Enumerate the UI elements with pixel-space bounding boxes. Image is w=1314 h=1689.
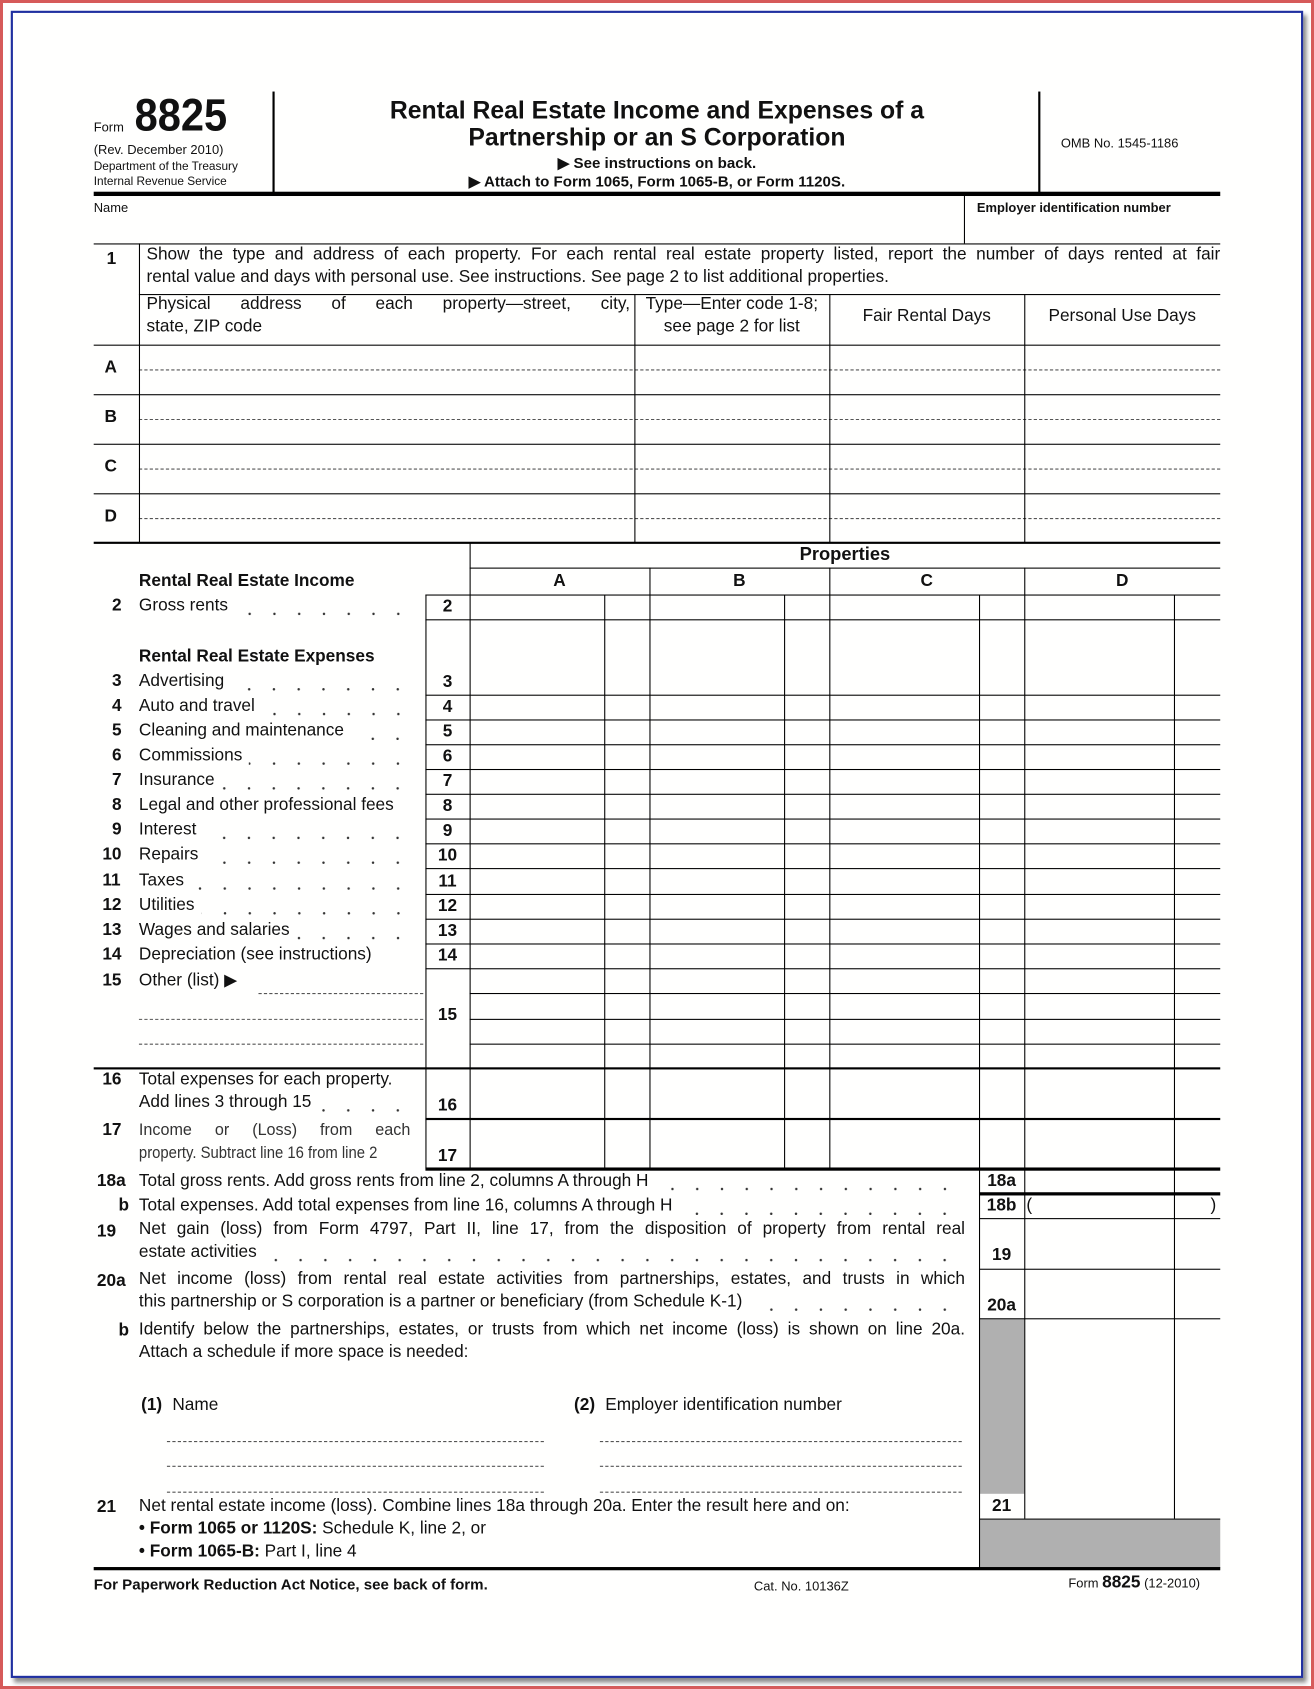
line-box-number: 19 bbox=[992, 1246, 1012, 1265]
line-6-property-d-amount[interactable] bbox=[1026, 746, 1171, 766]
bullet2-bold: • Form 1065-B: bbox=[138, 1542, 260, 1561]
line-label-row bbox=[139, 596, 410, 618]
line-13-property-a-amount[interactable] bbox=[472, 921, 602, 941]
rule-line bbox=[425, 719, 1220, 720]
see-instructions: ▶ See instructions on back. bbox=[557, 154, 757, 172]
line-number: 21 bbox=[96, 1498, 117, 1517]
rule-line bbox=[425, 919, 1220, 920]
entry-dashed-line[interactable] bbox=[139, 468, 1220, 469]
line-14-property-a-amount[interactable] bbox=[472, 946, 602, 966]
rule-line bbox=[470, 1044, 1221, 1045]
leader-dots bbox=[655, 1171, 958, 1193]
line-number: b bbox=[118, 1321, 130, 1340]
rule-line bbox=[425, 894, 1220, 895]
line-label: Utilities bbox=[138, 896, 195, 915]
rule-line bbox=[604, 595, 605, 1169]
line-8-property-c-amount[interactable] bbox=[831, 796, 976, 816]
line-label: Interest bbox=[138, 820, 197, 839]
line20a-amount[interactable] bbox=[1026, 1271, 1218, 1317]
leader-dots bbox=[203, 820, 410, 842]
leader-dots bbox=[205, 844, 411, 866]
line18b-row bbox=[139, 1195, 958, 1217]
property-row-letter: B bbox=[104, 408, 117, 427]
line-box-number: 11 bbox=[438, 872, 457, 891]
entry-dashed-line[interactable] bbox=[600, 1466, 962, 1467]
form-number: 8825 bbox=[134, 89, 228, 141]
line-number: 7 bbox=[112, 771, 122, 790]
line-9-property-c-amount[interactable] bbox=[831, 821, 976, 841]
line-3-property-c-amount[interactable] bbox=[831, 672, 976, 692]
line-number: 2 bbox=[112, 596, 122, 615]
rule-line bbox=[470, 993, 1221, 994]
line18b-amount[interactable] bbox=[1034, 1195, 1206, 1217]
rule-line bbox=[272, 92, 274, 194]
line-box-number: 17 bbox=[437, 1147, 458, 1166]
rule-line bbox=[425, 595, 1220, 596]
rule-line bbox=[1024, 1169, 1025, 1519]
line18b-text: Total expenses. Add total expenses from line 16, columns A through H bbox=[138, 1196, 673, 1215]
bullet2-rest: Part I, line 4 bbox=[259, 1542, 357, 1561]
line-number: b bbox=[118, 1196, 130, 1215]
rule-line bbox=[425, 695, 1220, 696]
line16-text: Add lines 3 through 15 bbox=[138, 1093, 312, 1112]
property-column-c: C bbox=[920, 571, 933, 591]
line-number: 10 bbox=[102, 845, 122, 864]
income-heading: Rental Real Estate Income bbox=[138, 571, 355, 591]
close-paren: ) bbox=[1210, 1196, 1217, 1215]
line-number: 17 bbox=[102, 1121, 122, 1140]
line21-amount[interactable] bbox=[1026, 1496, 1218, 1518]
line-9-property-d-amount[interactable] bbox=[1026, 821, 1171, 841]
leader-dots bbox=[221, 770, 410, 792]
line-box-number: 6 bbox=[442, 747, 453, 766]
leader-dots bbox=[350, 721, 410, 743]
entry-dashed-line[interactable] bbox=[139, 1019, 423, 1020]
rule-line bbox=[784, 595, 785, 1169]
ein-label: Employer identification number bbox=[976, 200, 1171, 216]
line21-text: Net rental estate income (loss). Combine lines 18a through 20a. Enter the result here and on: bbox=[138, 1497, 850, 1516]
line-11-property-c-amount[interactable] bbox=[831, 871, 976, 891]
col1-label: Name bbox=[172, 1395, 219, 1415]
line-number: 19 bbox=[96, 1222, 117, 1241]
rule-line bbox=[979, 1192, 1220, 1195]
rule-line bbox=[425, 794, 1220, 795]
line-13-property-d-amount[interactable] bbox=[1026, 921, 1171, 941]
line-13-property-b-amount[interactable] bbox=[652, 921, 782, 941]
line21-bullet1 bbox=[139, 1519, 486, 1541]
line-label: Insurance bbox=[138, 771, 215, 790]
bullet1-bold: • Form 1065 or 1120S: bbox=[138, 1519, 318, 1538]
entry-dashed-line[interactable] bbox=[139, 1044, 423, 1045]
line18a-text: Total gross rents. Add gross rents from line 2, columns A through H bbox=[138, 1171, 649, 1191]
entry-dashed-line[interactable] bbox=[167, 1492, 544, 1493]
rule-line bbox=[979, 1318, 1220, 1319]
line-label: Taxes bbox=[138, 871, 184, 890]
line-label-row bbox=[139, 844, 410, 866]
line15-label: Other (list) ▶ bbox=[138, 971, 238, 990]
line-9-property-b-amount[interactable] bbox=[652, 821, 782, 841]
line-label-row bbox=[139, 870, 410, 892]
line-14-property-b-amount[interactable] bbox=[652, 946, 782, 966]
line-11-property-a-amount[interactable] bbox=[472, 871, 602, 891]
line-number: 3 bbox=[112, 672, 122, 691]
line-5-property-b-amount[interactable] bbox=[652, 722, 782, 742]
line-7-property-b-amount[interactable] bbox=[652, 771, 782, 791]
line-label: Advertising bbox=[138, 672, 225, 691]
property-row-letter: D bbox=[104, 507, 117, 526]
rule-line bbox=[1174, 595, 1175, 1169]
line-number: 20a bbox=[96, 1271, 126, 1291]
expenses-heading: Rental Real Estate Expenses bbox=[138, 647, 375, 666]
shaded-area bbox=[979, 1520, 1220, 1568]
line-box-number: 16 bbox=[437, 1096, 458, 1115]
rule-line bbox=[425, 619, 1220, 620]
line20b-text: Attach a schedule if more space is needed: bbox=[138, 1343, 469, 1362]
line-2-property-d-amount[interactable] bbox=[1026, 597, 1171, 617]
line-4-property-c-amount[interactable] bbox=[831, 697, 976, 717]
line-label: Depreciation (see instructions) bbox=[138, 945, 372, 964]
line-4-property-d-amount[interactable] bbox=[1026, 697, 1171, 717]
rule-line bbox=[94, 1067, 1221, 1069]
col-address-header: state, ZIP code bbox=[146, 317, 263, 337]
col2-label: Employer identification number bbox=[605, 1395, 842, 1415]
line-number: 11 bbox=[102, 871, 121, 890]
line18a-amount[interactable] bbox=[1026, 1171, 1218, 1193]
bullet1-rest: Schedule K, line 2, or bbox=[317, 1519, 486, 1538]
footer-form-date: (12-2010) bbox=[1144, 1575, 1201, 1591]
line16-text: Total expenses for each property. bbox=[138, 1070, 393, 1089]
line-7-property-d-amount[interactable] bbox=[1026, 771, 1171, 791]
line-3-property-d-amount[interactable] bbox=[1026, 672, 1171, 692]
catalog-number: Cat. No. 10136Z bbox=[753, 1578, 849, 1594]
col-address-header: Physical address of each property—street, city, bbox=[146, 295, 631, 314]
line-10-property-b-amount[interactable] bbox=[652, 845, 782, 865]
footer-form-word: Form bbox=[1068, 1575, 1099, 1591]
line-label-row bbox=[139, 745, 410, 767]
line-label: Legal and other professional fees bbox=[138, 795, 394, 815]
line-13-property-c-amount[interactable] bbox=[831, 921, 976, 941]
rule-line bbox=[829, 294, 830, 543]
entry-dashed-line[interactable] bbox=[139, 369, 1220, 370]
line-2-property-b-amount[interactable] bbox=[652, 597, 782, 617]
property-row-letter: C bbox=[104, 457, 117, 477]
rule-line bbox=[964, 196, 965, 243]
rule-line bbox=[470, 1019, 1221, 1020]
line-box-number: 4 bbox=[442, 697, 453, 717]
rule-line bbox=[94, 243, 1221, 244]
line-12-property-c-amount[interactable] bbox=[831, 896, 976, 916]
entry-dashed-line[interactable] bbox=[139, 419, 1220, 420]
rule-line bbox=[425, 1118, 1220, 1120]
line-box-number: 18a bbox=[987, 1171, 1016, 1191]
line-label: Gross rents bbox=[138, 596, 228, 615]
line-14-property-c-amount[interactable] bbox=[831, 946, 976, 966]
line-6-property-b-amount[interactable] bbox=[652, 746, 782, 766]
col2-number: (2) bbox=[574, 1395, 596, 1415]
line-box-number: 7 bbox=[442, 772, 453, 791]
line-number: 5 bbox=[112, 721, 122, 740]
line-label: Wages and salaries bbox=[138, 920, 290, 940]
properties-title: Properties bbox=[799, 543, 891, 565]
name-label: Name bbox=[93, 200, 129, 216]
line-5-property-d-amount[interactable] bbox=[1026, 722, 1171, 742]
footer-form-id bbox=[1068, 1572, 1200, 1594]
property-column-d: D bbox=[1116, 571, 1129, 591]
col-personal-use-days: Personal Use Days bbox=[1048, 306, 1196, 326]
line-number: 18a bbox=[96, 1171, 126, 1191]
line-12-property-d-amount[interactable] bbox=[1026, 896, 1171, 916]
rule-line bbox=[425, 819, 1220, 820]
ein-field[interactable] bbox=[966, 215, 1220, 241]
entry-dashed-line[interactable] bbox=[167, 1466, 544, 1467]
paperwork-notice: For Paperwork Reduction Act Notice, see back of form. bbox=[93, 1575, 488, 1593]
line-box-number: 13 bbox=[437, 921, 458, 941]
rule-line bbox=[94, 542, 1221, 544]
line-10-property-a-amount[interactable] bbox=[472, 845, 602, 865]
leader-dots bbox=[261, 696, 410, 718]
line17-text: Income or (Loss) from each bbox=[138, 1121, 411, 1140]
line-label-row bbox=[139, 945, 410, 967]
rule-line bbox=[94, 444, 1221, 445]
line20a-text: Net income (loss) from rental real estate activities from partnerships, estates, and trusts in which bbox=[138, 1269, 965, 1289]
property-column-b: B bbox=[733, 571, 746, 591]
line-4-property-a-amount[interactable] bbox=[472, 697, 602, 717]
rule-line bbox=[1024, 294, 1025, 543]
line-7-property-a-amount[interactable] bbox=[472, 771, 602, 791]
rule-line bbox=[425, 843, 1220, 844]
rule-line bbox=[94, 493, 1221, 494]
leader-dots bbox=[318, 1092, 410, 1114]
line19-text: Net gain (loss) from Form 4797, Part II, line 17, from the disposition of property from rental real bbox=[138, 1220, 965, 1239]
leader-dots bbox=[231, 671, 411, 693]
line20a-text: this partnership or S corporation is a partner or beneficiary (from Schedule K-1) bbox=[138, 1292, 743, 1311]
col-fair-rental-days: Fair Rental Days bbox=[862, 306, 991, 326]
rule-line bbox=[979, 1169, 980, 1569]
property-column-a: A bbox=[553, 571, 566, 591]
line18a-row bbox=[139, 1171, 958, 1193]
rule-line bbox=[94, 192, 1221, 196]
rule-line bbox=[1038, 92, 1040, 194]
omb-number: OMB No. 1545-1186 bbox=[1060, 135, 1179, 151]
rule-line bbox=[94, 394, 1221, 395]
line20b-text: Identify below the partnerships, estates, or trusts from which net income (loss) is shown on line 20a. bbox=[138, 1320, 965, 1339]
line-box-number: 21 bbox=[992, 1497, 1012, 1516]
rule-line bbox=[634, 294, 635, 543]
line-3-property-b-amount[interactable] bbox=[652, 672, 782, 692]
line-7-property-c-amount[interactable] bbox=[831, 771, 976, 791]
line-label-row bbox=[139, 671, 410, 693]
leader-dots bbox=[190, 870, 410, 892]
leader-dots bbox=[749, 1291, 958, 1313]
line-6-property-c-amount[interactable] bbox=[831, 746, 976, 766]
rule-line bbox=[94, 345, 1221, 346]
rule-line bbox=[1174, 1169, 1175, 1519]
footer-form-number: 8825 bbox=[1102, 1573, 1141, 1592]
line-box-number: 8 bbox=[442, 796, 453, 816]
col1-number: (1) bbox=[141, 1395, 163, 1415]
leader-dots bbox=[679, 1195, 958, 1217]
col-type-header: see page 2 for list bbox=[663, 317, 800, 337]
agency: Internal Revenue Service bbox=[93, 175, 227, 189]
shaded-area bbox=[979, 1319, 1024, 1493]
property-row-letter: A bbox=[104, 358, 117, 377]
line-6-property-a-amount[interactable] bbox=[472, 746, 602, 766]
line-10-property-c-amount[interactable] bbox=[831, 845, 976, 865]
rule-line bbox=[470, 568, 1221, 569]
rule-line bbox=[139, 243, 140, 542]
name-field[interactable] bbox=[94, 211, 962, 241]
line19-amount[interactable] bbox=[1026, 1220, 1218, 1267]
line-number: 8 bbox=[112, 795, 122, 815]
rule-line bbox=[979, 1218, 1220, 1219]
line-box-number: 5 bbox=[442, 722, 453, 741]
line-number: 4 bbox=[112, 696, 122, 716]
form-title-line2: Partnership or an S Corporation bbox=[468, 122, 846, 151]
line19-text: estate activities bbox=[138, 1242, 257, 1262]
line-number: 15 bbox=[102, 971, 122, 990]
line-box-number: 12 bbox=[437, 897, 458, 916]
line-5-property-c-amount[interactable] bbox=[831, 722, 976, 742]
line1-text: rental value and days with personal use. See instructions. See page 2 to list additional properties. bbox=[146, 268, 889, 287]
line17-text: property. Subtract line 16 from line 2 bbox=[138, 1143, 378, 1163]
rule-line bbox=[979, 1519, 1220, 1520]
line-10-property-d-amount[interactable] bbox=[1026, 845, 1171, 865]
line-box-number: 15 bbox=[437, 1005, 458, 1025]
line-label-row bbox=[139, 795, 410, 817]
line-9-property-a-amount[interactable] bbox=[472, 821, 602, 841]
entry-dashed-line[interactable] bbox=[258, 993, 423, 994]
rule-line bbox=[425, 1167, 1220, 1170]
leader-dots bbox=[263, 1242, 957, 1264]
line-box-number: 14 bbox=[437, 946, 458, 965]
rule-line bbox=[425, 968, 1220, 969]
rule-line bbox=[425, 744, 1220, 745]
line20a-row bbox=[139, 1291, 958, 1313]
line-8-property-d-amount[interactable] bbox=[1026, 796, 1171, 816]
entry-dashed-line[interactable] bbox=[167, 1441, 544, 1442]
line-number: 9 bbox=[112, 820, 122, 839]
line-box-number: 18b bbox=[986, 1196, 1017, 1215]
rule-line bbox=[425, 769, 1220, 770]
rule-line bbox=[979, 595, 980, 1169]
rule-line bbox=[470, 543, 471, 1169]
col-type-header: Type—Enter code 1-8; bbox=[645, 295, 819, 314]
line19-row bbox=[139, 1242, 958, 1264]
line-12-property-a-amount[interactable] bbox=[472, 896, 602, 916]
line21-bullet2 bbox=[139, 1541, 357, 1563]
line-2-property-c-amount[interactable] bbox=[831, 597, 976, 617]
rule-line bbox=[425, 943, 1220, 944]
entry-dashed-line[interactable] bbox=[139, 518, 1220, 519]
line-2-property-a-amount[interactable] bbox=[472, 597, 602, 617]
open-paren: ( bbox=[1026, 1196, 1033, 1215]
line-8-property-b-amount[interactable] bbox=[652, 796, 782, 816]
rule-line bbox=[94, 1567, 1221, 1570]
line-3-property-a-amount[interactable] bbox=[472, 672, 602, 692]
line-label-row bbox=[139, 721, 410, 743]
line-label-row bbox=[139, 820, 410, 842]
department: Department of the Treasury bbox=[93, 160, 238, 174]
line-label: Auto and travel bbox=[138, 696, 255, 716]
line-box-number: 20a bbox=[987, 1296, 1016, 1316]
entry-dashed-line[interactable] bbox=[600, 1492, 962, 1493]
line-number: 13 bbox=[102, 920, 122, 940]
line-label-row bbox=[139, 770, 410, 792]
line-14-property-d-amount[interactable] bbox=[1026, 946, 1171, 966]
line-number: 1 bbox=[106, 249, 117, 269]
rule-line bbox=[979, 1269, 1220, 1270]
rule-line bbox=[425, 868, 1220, 869]
leader-dots bbox=[234, 596, 410, 618]
line-label-row bbox=[139, 696, 410, 718]
form-word: Form bbox=[93, 119, 124, 135]
line-box-number: 2 bbox=[442, 597, 453, 617]
line-label-row bbox=[139, 920, 410, 942]
line-label: Cleaning and maintenance bbox=[138, 721, 344, 740]
line-12-property-b-amount[interactable] bbox=[652, 896, 782, 916]
form-title-line1: Rental Real Estate Income and Expenses of a bbox=[389, 95, 925, 124]
line-11-property-b-amount[interactable] bbox=[652, 871, 782, 891]
line-box-number: 9 bbox=[442, 821, 453, 841]
leader-dots bbox=[296, 920, 410, 942]
line-11-property-d-amount[interactable] bbox=[1026, 871, 1171, 891]
line1-text: Show the type and address of each property. For each rental real estate property listed, report the number of days rented at fair bbox=[146, 245, 1221, 264]
leader-dots bbox=[201, 895, 410, 917]
form-revision: (Rev. December 2010) bbox=[93, 142, 224, 158]
line-number: 14 bbox=[102, 945, 122, 964]
rule-line bbox=[139, 294, 1220, 295]
rule-line bbox=[425, 595, 426, 1169]
line-box-number: 3 bbox=[442, 673, 453, 692]
entry-dashed-line[interactable] bbox=[600, 1441, 962, 1442]
line-8-property-a-amount[interactable] bbox=[472, 796, 602, 816]
line-5-property-a-amount[interactable] bbox=[472, 722, 602, 742]
line-label: Commissions bbox=[138, 746, 243, 765]
line-label-row bbox=[139, 895, 410, 917]
line-label: Repairs bbox=[138, 845, 199, 864]
leader-dots bbox=[249, 745, 411, 767]
line-number: 6 bbox=[112, 746, 122, 765]
line-4-property-b-amount[interactable] bbox=[652, 697, 782, 717]
attach-instruction: ▶ Attach to Form 1065, Form 1065-B, or Form 1120S. bbox=[468, 172, 846, 190]
line16-text-row bbox=[139, 1092, 410, 1114]
line-number: 12 bbox=[102, 896, 122, 915]
line-number: 16 bbox=[102, 1070, 122, 1089]
line-box-number: 10 bbox=[437, 846, 458, 865]
